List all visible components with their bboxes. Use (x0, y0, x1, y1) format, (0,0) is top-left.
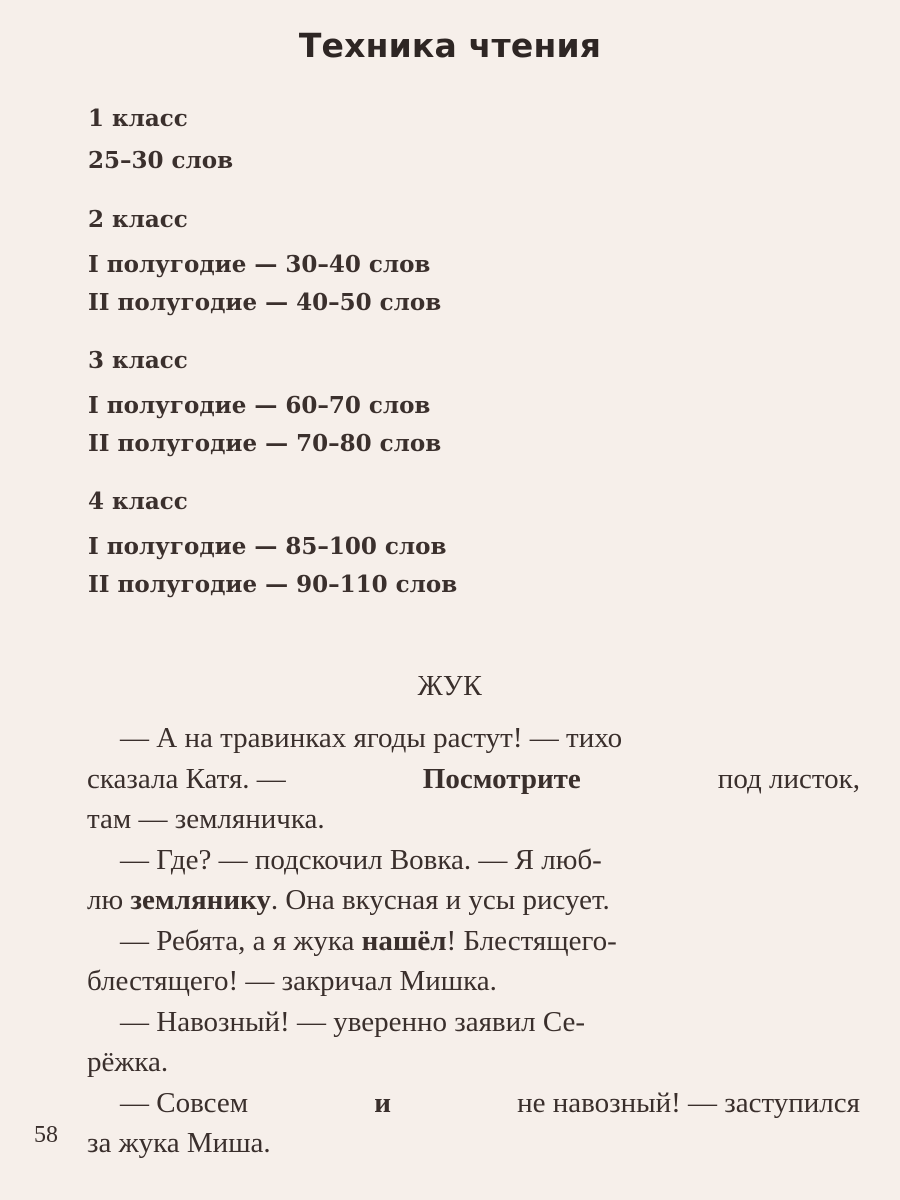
story-line (87, 1002, 860, 1043)
story-line-text: — Где? — подскочил Вовка. — Я люб- (120, 843, 602, 876)
story-line-text: блестящего! — закричал Мишка. (87, 965, 497, 997)
story-line (87, 718, 860, 759)
story-line-text: рёжка. (87, 1046, 169, 1078)
story-line-text: . Она вкусная и усы рисует. (270, 884, 610, 916)
story-emphasis: Посмотрите (422, 762, 581, 795)
story-line-text: сказала Катя. — (87, 762, 286, 795)
story-line (87, 840, 860, 881)
story-line-text: там — земляничка. (87, 803, 325, 835)
grade-4-label: 4 класс (88, 488, 188, 515)
story-line (87, 921, 860, 962)
story-line-text: не навозный! — заступился (517, 1086, 860, 1119)
story-line-text: — Совсем (120, 1086, 249, 1119)
grade-3-norm-half-2: II полугодие — 70–80 слов (88, 430, 442, 457)
story-line (87, 1083, 860, 1124)
grade-2-norm-half-2: II полугодие — 40–50 слов (88, 289, 442, 316)
story-line-text: — Навозный! — уверенно заявил Се- (120, 1005, 586, 1038)
grade-1-label: 1 класс (88, 105, 188, 132)
grade-4-norm-half-2: II полугодие — 90–110 слов (88, 571, 458, 598)
story-title: ЖУК (417, 671, 483, 702)
story-line-text: под листок, (717, 762, 860, 795)
grade-2-label: 2 класс (88, 206, 188, 233)
story-line (87, 1123, 860, 1164)
story-line-text: — А на травинках ягоды растут! — тихо (120, 722, 623, 754)
story-line (87, 799, 860, 840)
story-line (87, 880, 860, 921)
story-line-text: ! Блестящего- (446, 924, 617, 957)
page-number: 58 (34, 1122, 58, 1148)
grade-3-norm-half-1: I полугодие — 60–70 слов (88, 392, 431, 419)
story-line (87, 1042, 860, 1083)
story-line-text: за жука Миша. (87, 1127, 271, 1159)
story-text (87, 718, 860, 1164)
story-line-text: лю (87, 884, 124, 916)
grade-2-norm-half-1: I полугодие — 30–40 слов (88, 251, 431, 278)
story-emphasis: и (374, 1086, 391, 1119)
grade-1-norm: 25–30 слов (88, 147, 234, 174)
grade-3-label: 3 класс (88, 347, 188, 374)
story-line (87, 961, 860, 1002)
story-line (87, 759, 860, 800)
grade-4-norm-half-1: I полугодие — 85–100 слов (88, 533, 447, 560)
story-line-text: — Ребята, а я жука (120, 924, 355, 957)
story-emphasis: землянику (130, 884, 271, 916)
story-emphasis: нашёл (361, 924, 447, 957)
page-title: Техника чтения (298, 26, 602, 65)
